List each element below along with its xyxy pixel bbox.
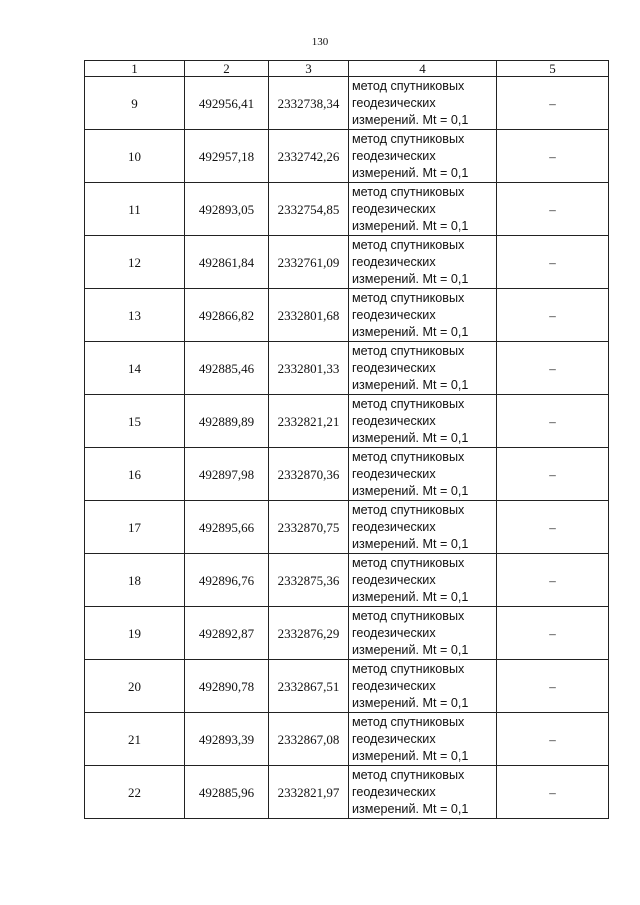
method-line: геодезических: [352, 413, 436, 428]
x-coordinate-cell: 492896,76: [185, 554, 269, 607]
point-number-cell: 10: [85, 130, 185, 183]
method-cell: [349, 342, 497, 395]
y-coordinate-cell: 2332738,34: [269, 77, 349, 130]
method-line: метод спутниковых: [352, 608, 465, 623]
method-cell: [349, 501, 497, 554]
method-line: геодезических: [352, 95, 436, 110]
method-line: измерений. Mt = 0,1: [352, 377, 469, 392]
method-cell: [349, 130, 497, 183]
method-line: метод спутниковых: [352, 343, 465, 358]
method-cell: [349, 554, 497, 607]
y-coordinate-cell: 2332754,85: [269, 183, 349, 236]
method-cell: [349, 766, 497, 819]
table-row: [85, 77, 609, 130]
x-coordinate-cell: 492897,98: [185, 448, 269, 501]
note-cell: –: [497, 660, 609, 713]
y-coordinate-cell: 2332870,36: [269, 448, 349, 501]
method-line: метод спутниковых: [352, 767, 465, 782]
column-header: 5: [497, 61, 609, 77]
x-coordinate-cell: 492889,89: [185, 395, 269, 448]
method-line: геодезических: [352, 625, 436, 640]
note-cell: –: [497, 554, 609, 607]
method-line: метод спутниковых: [352, 184, 465, 199]
method-cell: [349, 183, 497, 236]
coordinates-table-body: [85, 61, 609, 819]
y-coordinate-cell: 2332742,26: [269, 130, 349, 183]
method-line: измерений. Mt = 0,1: [352, 324, 469, 339]
coordinates-table: [84, 60, 609, 819]
method-line: измерений. Mt = 0,1: [352, 483, 469, 498]
note-cell: –: [497, 289, 609, 342]
table-row: [85, 130, 609, 183]
method-cell: [349, 395, 497, 448]
method-line: метод спутниковых: [352, 237, 465, 252]
method-line: измерений. Mt = 0,1: [352, 536, 469, 551]
method-line: измерений. Mt = 0,1: [352, 165, 469, 180]
method-line: геодезических: [352, 360, 436, 375]
note-cell: –: [497, 77, 609, 130]
method-line: геодезических: [352, 201, 436, 216]
column-header: 2: [185, 61, 269, 77]
page-number: 130: [311, 36, 329, 48]
y-coordinate-cell: 2332801,68: [269, 289, 349, 342]
note-cell: –: [497, 342, 609, 395]
method-line: метод спутниковых: [352, 449, 465, 464]
point-number-cell: 21: [85, 713, 185, 766]
table-row: [85, 342, 609, 395]
table-row: [85, 607, 609, 660]
method-line: метод спутниковых: [352, 661, 465, 676]
method-line: метод спутниковых: [352, 396, 465, 411]
method-line: геодезических: [352, 678, 436, 693]
column-header: 3: [269, 61, 349, 77]
method-line: измерений. Mt = 0,1: [352, 271, 469, 286]
note-cell: –: [497, 395, 609, 448]
x-coordinate-cell: 492957,18: [185, 130, 269, 183]
y-coordinate-cell: 2332875,36: [269, 554, 349, 607]
method-line: геодезических: [352, 254, 436, 269]
method-cell: [349, 289, 497, 342]
method-line: геодезических: [352, 307, 436, 322]
note-cell: –: [497, 766, 609, 819]
y-coordinate-cell: 2332801,33: [269, 342, 349, 395]
point-number-cell: 14: [85, 342, 185, 395]
point-number-cell: 19: [85, 607, 185, 660]
method-cell: [349, 236, 497, 289]
y-coordinate-cell: 2332821,21: [269, 395, 349, 448]
method-line: метод спутниковых: [352, 714, 465, 729]
method-line: измерений. Mt = 0,1: [352, 430, 469, 445]
table-row: [85, 713, 609, 766]
method-line: метод спутниковых: [352, 131, 465, 146]
x-coordinate-cell: 492866,82: [185, 289, 269, 342]
method-line: геодезических: [352, 731, 436, 746]
column-header: 1: [85, 61, 185, 77]
x-coordinate-cell: 492890,78: [185, 660, 269, 713]
method-line: геодезических: [352, 572, 436, 587]
method-cell: [349, 660, 497, 713]
method-line: метод спутниковых: [352, 502, 465, 517]
note-cell: –: [497, 501, 609, 554]
point-number-cell: 11: [85, 183, 185, 236]
method-cell: [349, 77, 497, 130]
method-line: метод спутниковых: [352, 555, 465, 570]
table-row: [85, 395, 609, 448]
method-line: геодезических: [352, 784, 436, 799]
table-header-row: [85, 61, 609, 77]
point-number-cell: 13: [85, 289, 185, 342]
table-row: [85, 289, 609, 342]
point-number-cell: 15: [85, 395, 185, 448]
y-coordinate-cell: 2332870,75: [269, 501, 349, 554]
point-number-cell: 12: [85, 236, 185, 289]
method-line: измерений. Mt = 0,1: [352, 218, 469, 233]
point-number-cell: 9: [85, 77, 185, 130]
note-cell: –: [497, 448, 609, 501]
point-number-cell: 18: [85, 554, 185, 607]
point-number-cell: 17: [85, 501, 185, 554]
table-row: [85, 501, 609, 554]
method-line: измерений. Mt = 0,1: [352, 112, 469, 127]
method-line: геодезических: [352, 519, 436, 534]
table-row: [85, 554, 609, 607]
table-row: [85, 766, 609, 819]
x-coordinate-cell: 492893,05: [185, 183, 269, 236]
table-row: [85, 236, 609, 289]
y-coordinate-cell: 2332867,08: [269, 713, 349, 766]
y-coordinate-cell: 2332761,09: [269, 236, 349, 289]
x-coordinate-cell: 492885,46: [185, 342, 269, 395]
y-coordinate-cell: 2332867,51: [269, 660, 349, 713]
method-line: геодезических: [352, 466, 436, 481]
method-line: измерений. Mt = 0,1: [352, 748, 469, 763]
note-cell: –: [497, 130, 609, 183]
y-coordinate-cell: 2332821,97: [269, 766, 349, 819]
method-line: метод спутниковых: [352, 78, 465, 93]
note-cell: –: [497, 236, 609, 289]
note-cell: –: [497, 607, 609, 660]
method-line: метод спутниковых: [352, 290, 465, 305]
y-coordinate-cell: 2332876,29: [269, 607, 349, 660]
x-coordinate-cell: 492895,66: [185, 501, 269, 554]
method-cell: [349, 448, 497, 501]
table-row: [85, 660, 609, 713]
x-coordinate-cell: 492956,41: [185, 77, 269, 130]
point-number-cell: 16: [85, 448, 185, 501]
table-row: [85, 448, 609, 501]
method-line: измерений. Mt = 0,1: [352, 695, 469, 710]
x-coordinate-cell: 492885,96: [185, 766, 269, 819]
method-cell: [349, 607, 497, 660]
note-cell: –: [497, 713, 609, 766]
method-line: измерений. Mt = 0,1: [352, 801, 469, 816]
x-coordinate-cell: 492893,39: [185, 713, 269, 766]
method-line: геодезических: [352, 148, 436, 163]
column-header: 4: [349, 61, 497, 77]
method-line: измерений. Mt = 0,1: [352, 589, 469, 604]
x-coordinate-cell: 492892,87: [185, 607, 269, 660]
method-line: измерений. Mt = 0,1: [352, 642, 469, 657]
point-number-cell: 22: [85, 766, 185, 819]
note-cell: –: [497, 183, 609, 236]
point-number-cell: 20: [85, 660, 185, 713]
x-coordinate-cell: 492861,84: [185, 236, 269, 289]
method-cell: [349, 713, 497, 766]
table-row: [85, 183, 609, 236]
